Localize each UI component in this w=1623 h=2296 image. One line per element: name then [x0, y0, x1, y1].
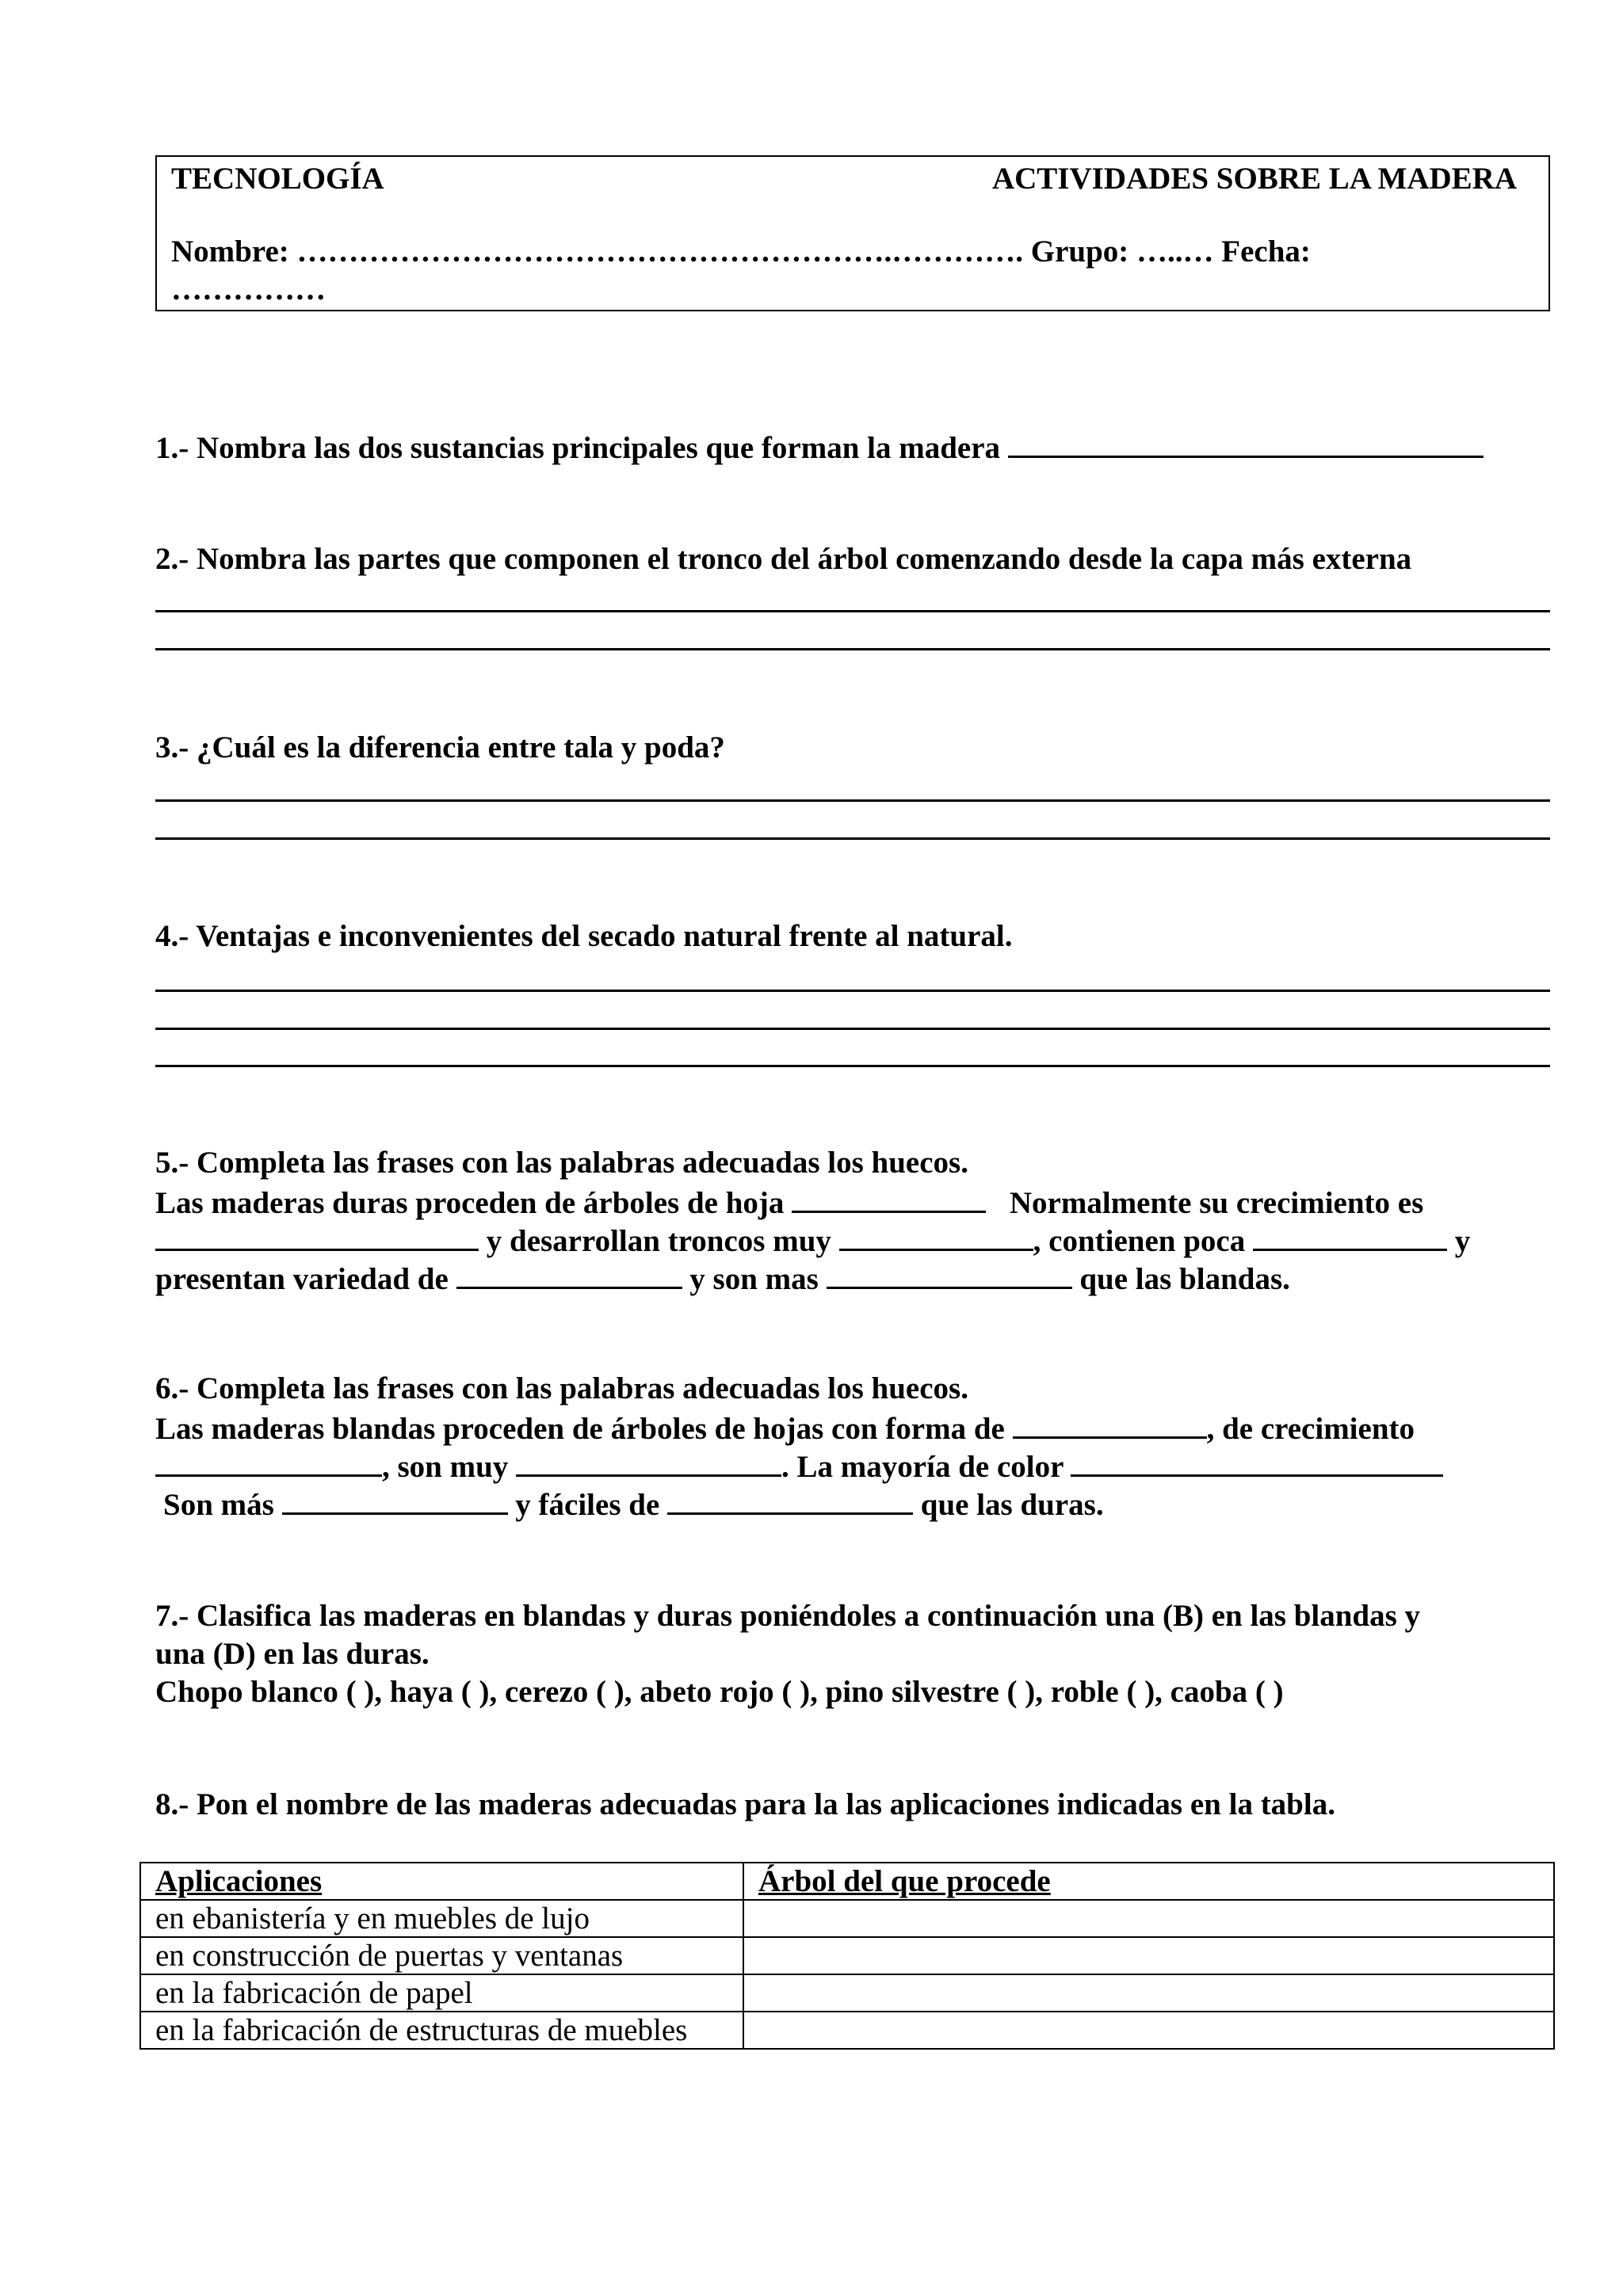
question-1-text: 1.- Nombra las dos sustancias principales que forman la madera [155, 431, 1001, 465]
q6-text: Son más [163, 1488, 274, 1522]
fill-blank[interactable] [456, 1258, 682, 1289]
answer-line[interactable] [155, 648, 1550, 650]
fill-blank[interactable] [155, 1446, 382, 1477]
question-6-title: 6.- Completa las frases con las palabras adecuadas los huecos. [155, 1371, 968, 1405]
q6-text: . La mayoría de color [781, 1450, 1064, 1484]
application-cell: en construcción de puertas y ventanas [140, 1937, 743, 1974]
q5-text: Las maderas duras proceden de árboles de hoja [155, 1186, 785, 1220]
application-cell: en la fabricación de papel [140, 1974, 743, 2012]
date-field-dots: …………… [171, 273, 326, 307]
fill-blank[interactable] [1253, 1220, 1447, 1251]
question-7-line-1: 7.- Clasifica las maderas en blandas y duras poniéndoles a continuación una (B) en las blandas y [155, 1599, 1421, 1633]
application-cell: en ebanistería y en muebles de lujo [140, 1900, 743, 1937]
question-8-text: 8.- Pon el nombre de las maderas adecuadas para la las aplicaciones indicadas en la tabla. [155, 1787, 1335, 1821]
name-group-date-fields: Nombre: ………………………………………………….…………. Grupo: …..… Fecha: [171, 235, 1311, 269]
answer-line[interactable] [155, 610, 1550, 612]
header-box [155, 155, 1550, 311]
applications-table [139, 1862, 1555, 2050]
table-row [140, 1900, 1554, 1937]
student-info-line [171, 233, 1533, 309]
column-header: Aplicaciones [140, 1863, 743, 1900]
table-row [140, 2012, 1554, 2049]
q6-text: que las duras. [920, 1488, 1104, 1522]
fill-blank[interactable] [1013, 1408, 1207, 1439]
question-3-text: 3.- ¿Cuál es la diferencia entre tala y poda? [155, 730, 725, 765]
fill-blank[interactable] [667, 1484, 913, 1515]
table-row [140, 1937, 1554, 1974]
q5-text: presentan variedad de [155, 1262, 449, 1296]
fill-blank[interactable] [155, 1220, 479, 1251]
q5-text: , contienen poca [1033, 1224, 1246, 1258]
table-row [140, 1974, 1554, 2012]
answer-line[interactable] [155, 799, 1550, 802]
question-4-text: 4.- Ventajas e inconvenientes del secado natural frente al natural. [155, 919, 1013, 953]
q5-text: Normalmente su crecimiento es [1009, 1186, 1424, 1220]
answer-line[interactable] [155, 1028, 1550, 1030]
question-6-line-1 [155, 1408, 1555, 1448]
q5-text: y [1454, 1224, 1471, 1258]
question-5-line-3 [155, 1258, 1555, 1299]
question-6-line-3 [163, 1484, 1563, 1524]
fill-blank[interactable] [839, 1220, 1033, 1251]
fill-blank[interactable] [792, 1182, 986, 1213]
question-6-line-2 [155, 1446, 1555, 1486]
table-header-row [140, 1863, 1554, 1900]
answer-cell[interactable] [743, 1900, 1554, 1937]
q5-text: y son mas [689, 1262, 819, 1296]
answer-blank[interactable] [1008, 427, 1484, 458]
q5-text: y desarrollan troncos muy [486, 1224, 831, 1258]
fill-blank[interactable] [282, 1484, 508, 1515]
question-5-title: 5.- Completa las frases con las palabras adecuadas los huecos. [155, 1146, 968, 1180]
question-1 [155, 427, 1555, 467]
question-2-text: 2.- Nombra las partes que componen el tronco del árbol comenzando desde la capa más externa [155, 542, 1412, 576]
answer-cell[interactable] [743, 2012, 1554, 2049]
subject-label: TECNOLOGÍA [171, 162, 384, 196]
q6-text: Las maderas blandas proceden de árboles de hojas con forma de [155, 1412, 1005, 1446]
q6-text: , de crecimiento [1206, 1412, 1415, 1446]
fill-blank[interactable] [516, 1446, 781, 1477]
fill-blank[interactable] [1071, 1446, 1443, 1477]
q6-text: y fáciles de [515, 1488, 660, 1522]
column-header: Árbol del que procede [743, 1863, 1554, 1900]
application-cell: en la fabricación de estructuras de muebles [140, 2012, 743, 2049]
answer-cell[interactable] [743, 1974, 1554, 2012]
answer-line[interactable] [155, 837, 1550, 840]
question-5-line-1 [155, 1182, 1555, 1222]
answer-cell[interactable] [743, 1937, 1554, 1974]
fill-blank[interactable] [827, 1258, 1072, 1289]
question-7-line-2: una (D) en las duras. [155, 1637, 430, 1671]
q5-text: que las blandas. [1079, 1262, 1290, 1296]
q6-text: , son muy [382, 1450, 509, 1484]
answer-line[interactable] [155, 990, 1550, 992]
worksheet-title: ACTIVIDADES SOBRE LA MADERA [991, 162, 1517, 196]
answer-line[interactable] [155, 1065, 1550, 1067]
question-5-line-2 [155, 1220, 1555, 1261]
question-7-line-3: Chopo blanco ( ), haya ( ), cerezo ( ), abeto rojo ( ), pino silvestre ( ), roble ( ), caoba ( ) [155, 1675, 1284, 1709]
